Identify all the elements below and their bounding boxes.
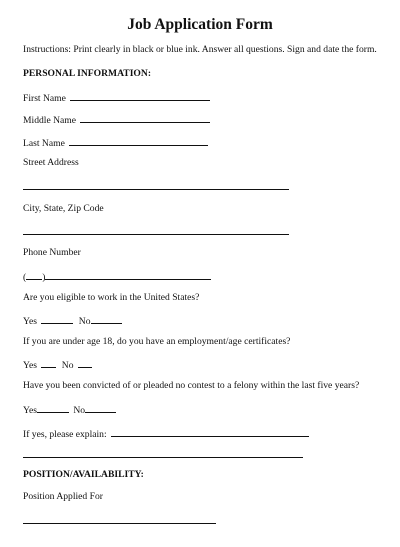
under18-no-field[interactable] xyxy=(78,358,92,368)
phone-number-row xyxy=(23,270,211,284)
explain-field[interactable] xyxy=(111,427,309,437)
explain-field-line-2[interactable] xyxy=(23,457,303,458)
under18-answer-row xyxy=(23,358,92,372)
under18-yes-field[interactable] xyxy=(41,358,56,368)
explain-row xyxy=(23,427,309,441)
under18-yes-label: Yes xyxy=(23,360,37,371)
eligible-question: Are you eligible to work in the United States? xyxy=(23,292,200,303)
middle-name-row xyxy=(23,113,210,127)
under18-question: If you are under age 18, do you have an employment/age certificates? xyxy=(23,336,291,347)
personal-information-heading: PERSONAL INFORMATION: xyxy=(23,68,152,79)
first-name-row xyxy=(23,91,210,105)
eligible-yes-field[interactable] xyxy=(41,314,73,324)
under18-no-label: No xyxy=(61,360,74,371)
form-title: Job Application Form xyxy=(127,16,273,33)
position-availability-heading: POSITION/AVAILABILITY: xyxy=(23,469,144,480)
felony-no-field[interactable] xyxy=(85,403,116,413)
last-name-row xyxy=(23,136,208,150)
felony-question: Have you been convicted of or pleaded no contest to a felony within the last five years? xyxy=(23,380,360,391)
felony-answer-row xyxy=(23,403,116,417)
last-name-field[interactable] xyxy=(69,136,208,146)
first-name-field[interactable] xyxy=(70,91,210,101)
street-address-field[interactable] xyxy=(23,189,289,190)
phone-close-paren: ) xyxy=(42,272,46,283)
middle-name-field[interactable] xyxy=(80,113,210,123)
felony-yes-field[interactable] xyxy=(37,403,69,413)
city-state-zip-label: City, State, Zip Code xyxy=(23,203,104,214)
eligible-no-field[interactable] xyxy=(91,314,122,324)
phone-area-code-field[interactable] xyxy=(26,270,42,280)
city-state-zip-field[interactable] xyxy=(23,234,289,235)
middle-name-label: Middle Name xyxy=(23,115,77,126)
phone-number-label: Phone Number xyxy=(23,247,81,258)
eligible-yes-label: Yes xyxy=(23,316,37,327)
explain-label: If yes, please explain: xyxy=(23,429,107,440)
felony-yes-label: Yes xyxy=(23,405,37,416)
last-name-label: Last Name xyxy=(23,138,65,149)
felony-no-label: No xyxy=(73,405,86,416)
first-name-label: First Name xyxy=(23,93,66,104)
eligible-no-label: No xyxy=(78,316,91,327)
phone-number-field[interactable] xyxy=(45,270,211,280)
phone-open-paren: ( xyxy=(23,272,27,283)
eligible-answer-row xyxy=(23,314,122,328)
instructions-text: Instructions: Print clearly in black or blue ink. Answer all questions. Sign and date the form. xyxy=(23,44,377,55)
position-applied-for-label: Position Applied For xyxy=(23,491,103,502)
position-applied-for-field[interactable] xyxy=(23,523,216,524)
street-address-label: Street Address xyxy=(23,157,79,168)
